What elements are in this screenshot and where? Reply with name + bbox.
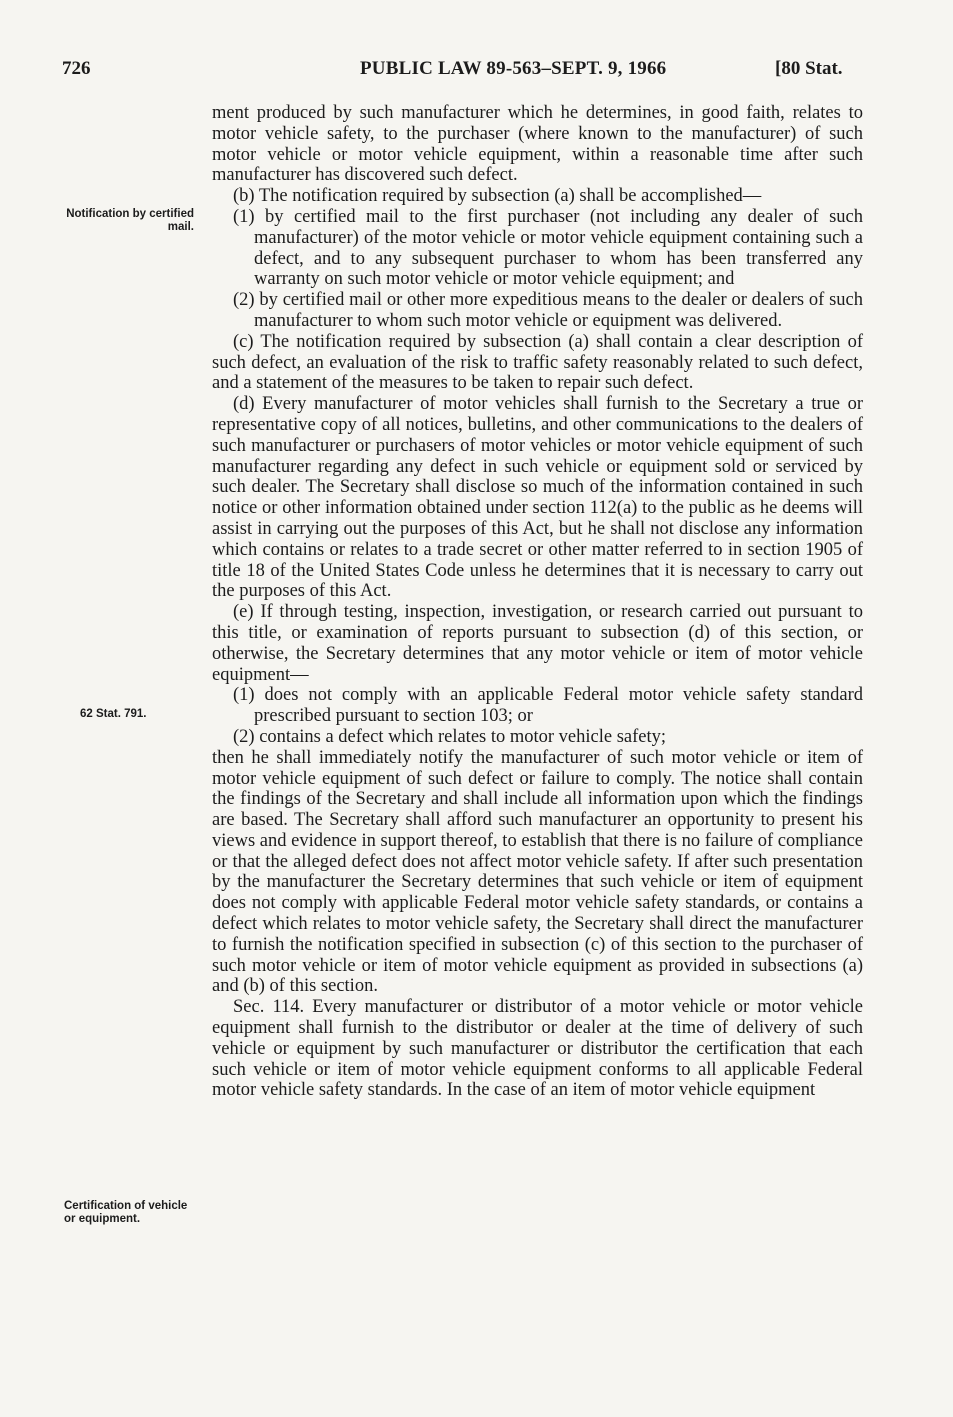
paragraph-e: (e) If through testing, inspection, investigation, or research carried out pursuant to this title, or examination of reports pursuant to subsection (d) of this section, or otherwise, the Secretary determines that any motor vehicle or item of motor vehicle equipment— <box>212 602 863 685</box>
page-header <box>0 58 953 86</box>
paragraph-b: (b) The notification required by subsection (a) shall be accomplished— <box>233 186 762 207</box>
margin-note-notification: Notification by certified mail. <box>66 208 194 233</box>
statute-reference: [80 Stat. <box>775 58 843 79</box>
paragraph-b-1: (1) by certified mail to the first purchaser (not including any dealer of such manufacturer) of the motor vehicle or motor vehicle equipment containing such a defect, and to any subsequent purchaser to whom has been transferred any warranty on such motor vehicle or motor vehicle equipment; and <box>233 206 863 290</box>
paragraph-sec-114: Sec. 114. Every manufacturer or distributor of a motor vehicle or motor vehicle equipment shall furnish to the distributor or dealer at the time of delivery of such vehicle or equipment by such manufacturer or distributor the certification that each such vehicle or item of motor vehicle equipment conforms to all applicable Federal motor vehicle safety standards. In the case of an item of motor vehicle equipment <box>212 997 863 1101</box>
paragraph-e-1: (1) does not comply with an applicable Federal motor vehicle safety standard prescribed pursuant to section 103; or <box>233 685 863 727</box>
paragraph-c: (c) The notification required by subsection (a) shall contain a clear description of such defect, an evaluation of the risk to traffic safety reasonably related to such defect, and a statement of the measures to be taken to repair such defect. <box>212 331 863 394</box>
paragraph-b-2: (2) by certified mail or other more expeditious means to the dealer or dealers of such manufacturer to whom such motor vehicle or equipment was delivered. <box>233 290 863 331</box>
paragraph-e-conclusion: then he shall immediately notify the manufacturer of such motor vehicle or item of motor vehicle equipment of such defect or failure to comply. The notice shall contain the findings of the Secretary and shall include all information upon which the findings are based. The Secretary shall afford such manufacturer an opportunity to present his views and evidence in support thereof, to establish that there is no failure of compliance or that the alleged defect does not affect motor vehicle safety. If after such presentation by the manufacturer the Secretary determines that such vehicle or item of equipment does not comply with applicable Federal motor vehicle safety standards, or contains a defect which relates to motor vehicle safety, the Secretary shall direct the manufacturer to furnish the notification specified in subsection (c) of this section to the purchaser of such motor vehicle or item of motor vehicle equipment as provided in subsections (a) and (b) of this section. <box>212 747 863 997</box>
running-title: PUBLIC LAW 89-563–SEPT. 9, 1966 <box>360 58 667 79</box>
margin-note-certification: Certification of vehicle or equipment. <box>64 1200 188 1225</box>
paragraph-continuation: ment produced by such manufacturer which he determines, in good faith, relates to motor vehicle safety, to the purchaser (where known to the manufacturer) of such motor vehicle or motor vehicle equipment, within a reasonable time after such manufacturer has discovered such defect. <box>212 103 863 186</box>
paragraph-e-2: (2) contains a defect which relates to motor vehicle safety; <box>233 726 667 747</box>
page-number: 726 <box>62 58 91 79</box>
paragraph-d: (d) Every manufacturer of motor vehicles shall furnish to the Secretary a true or representative copy of all notices, bulletins, and other communications to the dealers of such manufacturer or purchasers of motor vehicles or motor vehicle equipment of such manufacturer regarding any defect in such vehicle or equipment sold or serviced by such dealer. The Secretary shall disclose so much of the information contained in such notice or other information obtained under section 112(a) to the public as he deems will assist in carrying out the purposes of this Act, but he shall not disclose any information which contains or relates to a trade secret or other matter referred to in section 1905 of title 18 of the United States Code unless he determines that it is necessary to carry out the purposes of this Act. <box>212 394 863 602</box>
margin-note-stat: 62 Stat. 791. <box>80 708 147 720</box>
body-text <box>212 103 863 1101</box>
